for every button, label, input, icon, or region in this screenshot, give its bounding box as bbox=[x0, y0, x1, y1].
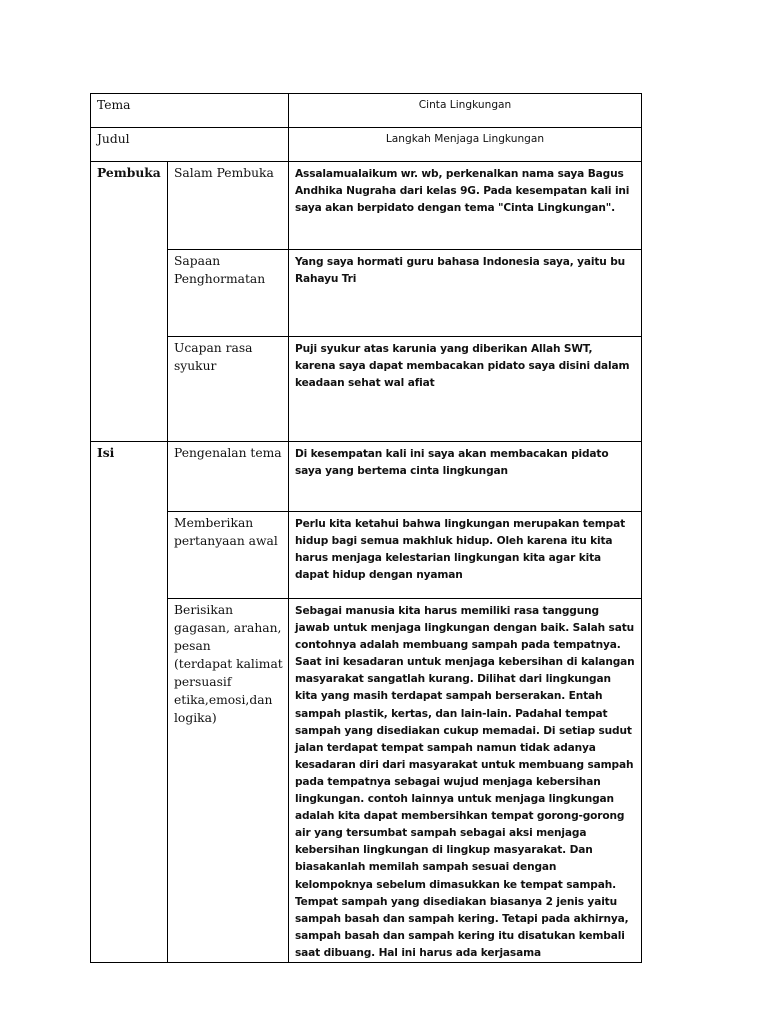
row-content: Yang saya hormati guru bahasa Indonesia saya, yaitu bu Rahayu Tri bbox=[295, 256, 626, 286]
tema-label: Tema bbox=[97, 98, 131, 112]
judul-row bbox=[91, 128, 642, 162]
sapaan-row bbox=[91, 250, 642, 337]
row-content: Assalamualaikum wr. wb, perkenalkan nama saya Bagus Andhika Nugraha dari kelas 9G. Pada kesempatan kali ini saya akan berpidato dengan tema "Cinta Lingkungan". bbox=[295, 168, 630, 215]
row-label: Pengenalan tema bbox=[174, 446, 282, 460]
row-label: Salam Pembuka bbox=[174, 166, 274, 180]
row-content: Di kesempatan kali ini saya akan membacakan pidato saya yang bertema cinta lingkungan bbox=[295, 448, 609, 478]
row-label: Memberikan pertanyaan awal bbox=[174, 516, 278, 548]
tema-row bbox=[91, 94, 642, 128]
judul-label: Judul bbox=[97, 132, 130, 146]
row-content: Puji syukur atas karunia yang diberikan Allah SWT, karena saya dapat membacakan pidato saya disini dalam keadaan sehat wal afiat bbox=[295, 343, 630, 390]
tema-value: Cinta Lingkungan bbox=[418, 99, 512, 111]
salam-pembuka-row bbox=[91, 162, 642, 250]
pertanyaan-awal-row bbox=[91, 512, 642, 599]
section-label-isi: Isi bbox=[97, 445, 115, 460]
row-label: Berisikan gagasan, arahan, pesan (terdapat kalimat persuasif etika,emosi,dan logika) bbox=[174, 603, 283, 725]
ucapan-syukur-row bbox=[91, 337, 642, 442]
judul-value: Langkah Menjaga Lingkungan bbox=[385, 133, 545, 145]
gagasan-row bbox=[91, 599, 642, 963]
row-content: Perlu kita ketahui bahwa lingkungan merupakan tempat hidup bagi semua makhluk hidup. Oleh karena itu kita harus menjaga kelestarian lingkungan kita agar kita dapat hidup dengan nyaman bbox=[295, 518, 625, 582]
speech-outline-table bbox=[90, 93, 642, 963]
section-label-pembuka: Pembuka bbox=[97, 165, 161, 180]
row-content: Sebagai manusia kita harus memiliki rasa tanggung jawab untuk menjaga lingkungan dengan baik. Salah satu contohnya adalah membuang sampah pada tempatnya. Saat ini kesadaran untuk menjaga kebersihan di kalangan masyarakat sangatlah kurang. Dilihat dari lingkungan kita yang masih terdapat sampah berserakan. Entah sampah plastik, kertas, dan lain-lain. Padahal tempat sampah yang disediakan cukup memadai. Di setiap sudut jalan terdapat tempat sampah namun tidak adanya kesadaran diri dari masyarakat untuk membuang sampah pada tempatnya sebagai wujud menjaga kebersihan lingkungan. contoh lainnya untuk menjaga lingkungan adalah kita dapat membersihkan tempat gorong-gorong air yang tersumbat sampah sebagai aksi menjaga kebersihan lingkungan di lingkup masyarakat. Dan biasakanlah memilah sampah sesuai dengan kelompoknya sebelum dimasukkan ke tempat sampah. Tempat sampah yang disediakan biasanya 2 jenis yaitu sampah basah dan sampah kering. Tetapi pada akhirnya, sampah basah dan sampah kering itu disatukan kembali saat dibuang. Hal ini harus ada kerjasama bbox=[295, 605, 635, 959]
row-label: Ucapan rasa syukur bbox=[174, 341, 253, 373]
pengenalan-tema-row bbox=[91, 442, 642, 512]
row-label: Sapaan Penghormatan bbox=[174, 254, 266, 286]
